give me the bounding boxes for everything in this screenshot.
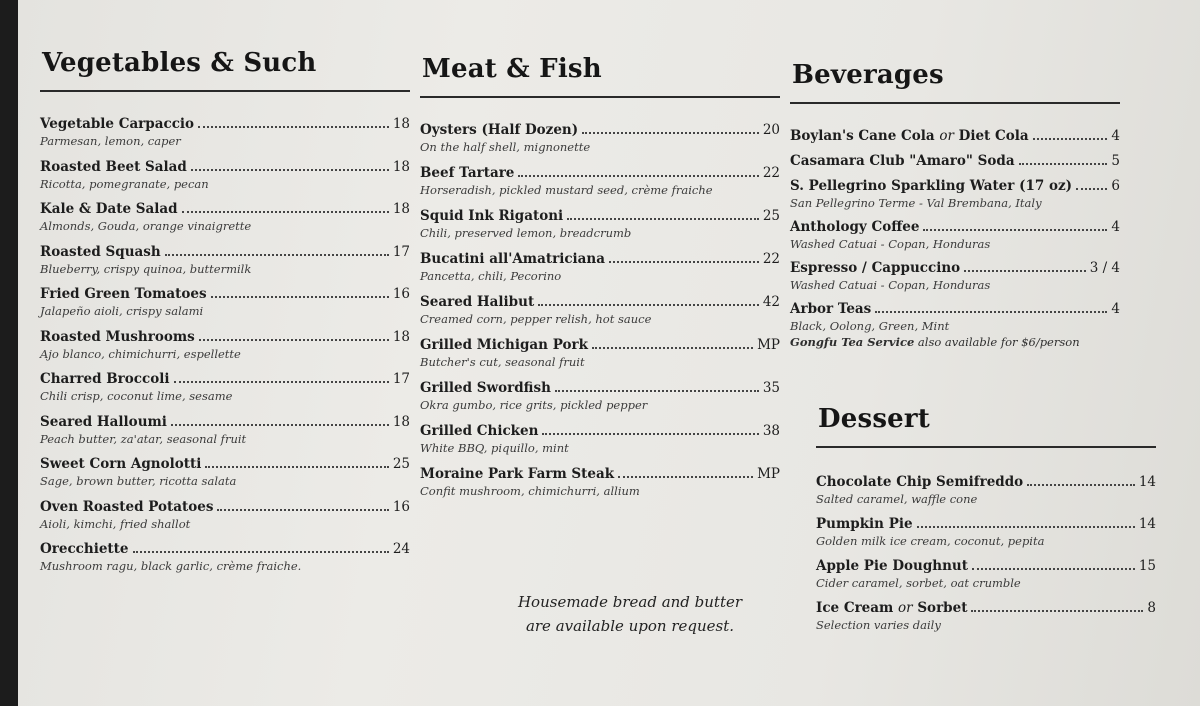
dot-leader [182, 211, 389, 213]
menu-item-description: Jalapeño aioli, crispy salami [40, 304, 204, 318]
menu-item [40, 499, 410, 531]
menu-item-price: 14 [1138, 516, 1156, 532]
menu-item-description: Creamed corn, pepper relish, hot sauce [420, 312, 652, 326]
dot-leader [971, 610, 1143, 612]
dot-leader [964, 270, 1086, 272]
menu-item-description: Pancetta, chili, Pecorino [420, 269, 562, 283]
menu-item-description: Butcher's cut, seasonal fruit [420, 355, 585, 369]
menu-item-name: Apple Pie Doughnut [816, 558, 968, 574]
menu-item [790, 301, 1120, 349]
dot-leader [165, 254, 389, 256]
menu-item-name [816, 600, 967, 616]
menu-item-description: Mushroom ragu, black garlic, crème fraiche. [40, 559, 302, 573]
menu-item [420, 165, 780, 197]
menu-item-row [420, 165, 780, 181]
dessert-list [816, 474, 1156, 632]
dot-leader [972, 568, 1135, 570]
menu-item-row [790, 301, 1120, 317]
menu-item [816, 474, 1156, 506]
menu-item-row [420, 380, 780, 396]
menu-item-name: Roasted Beet Salad [40, 158, 187, 175]
menu-item-name-or: or [939, 128, 954, 144]
menu-item-description: Peach butter, za'atar, seasonal fruit [40, 431, 247, 446]
dot-leader [1027, 484, 1135, 486]
menu-item [40, 414, 410, 446]
section-beverages [790, 60, 1120, 358]
menu-item-description: Horseradish, pickled mustard seed, crème fraiche [420, 183, 713, 197]
dot-leader [917, 526, 1135, 528]
menu-item [816, 558, 1156, 590]
menu-item-description: Confit mushroom, chimichurri, allium [420, 484, 640, 498]
menu-item-description: Salted caramel, waffle cone [816, 492, 978, 506]
section-title-beverages: Beverages [792, 60, 944, 90]
menu-item-price: 5 [1111, 153, 1120, 169]
menu-item-price: 4 [1111, 301, 1120, 317]
menu-item-price: 25 [762, 208, 780, 224]
menu-item-row [790, 128, 1120, 144]
section-divider [40, 90, 410, 92]
dot-leader [133, 551, 389, 553]
menu-item-description: Aioli, kimchi, fried shallot [40, 516, 191, 531]
dot-leader [198, 126, 389, 128]
menu-item-description: Golden milk ice cream, coconut, pepita [816, 534, 1045, 548]
menu-item-description: Sage, brown butter, ricotta salata [40, 474, 237, 488]
menu-item [790, 153, 1120, 169]
menu-item-price: 18 [392, 413, 410, 430]
section-dessert [816, 404, 1156, 642]
menu-item-note [790, 335, 1120, 349]
dot-leader [923, 229, 1107, 231]
menu-item-row [420, 423, 780, 439]
menu-item-row [40, 201, 410, 217]
menu-item-row [40, 329, 410, 345]
menu-item-price: 42 [762, 294, 780, 310]
menu-item [420, 380, 780, 412]
menu-item-note-rest: also available for $6/person [914, 335, 1080, 349]
dot-leader [171, 424, 389, 426]
menu-item-price: 18 [392, 328, 410, 345]
menu-item-price: 16 [392, 498, 410, 515]
menu-item-row [816, 474, 1156, 490]
bread-note [480, 590, 780, 638]
vegetables-list [40, 116, 410, 573]
dot-leader [618, 476, 753, 478]
menu-item-name: S. Pellegrino Sparkling Water (17 oz) [790, 178, 1073, 194]
menu-item-row [420, 122, 780, 138]
section-divider [420, 96, 780, 98]
menu-item-price: 25 [392, 456, 410, 472]
menu-item-row [790, 260, 1120, 276]
dot-leader [174, 381, 389, 383]
menu-item [816, 516, 1156, 548]
menu-item-price: 17 [392, 243, 410, 260]
menu-item-name: Kale & Date Salad [40, 201, 178, 217]
menu-item-note-bold: Gongfu Tea Service [790, 335, 915, 349]
dot-leader [582, 132, 759, 134]
menu-item-name: Espresso / Cappuccino [790, 260, 961, 276]
menu-item-description: Washed Catuai - Copan, Honduras [790, 278, 991, 292]
menu-item [40, 286, 410, 318]
menu-item-price: 4 [1111, 219, 1120, 235]
dot-leader [592, 347, 753, 349]
section-meat-fish [420, 54, 780, 509]
menu-item-name [790, 128, 1029, 144]
menu-item-row [420, 251, 780, 267]
menu-item-row [40, 286, 410, 302]
menu-item-name: Beef Tartare [420, 165, 515, 181]
menu-item-price: MP [757, 337, 780, 353]
menu-item-name: Grilled Michigan Pork [420, 337, 588, 353]
menu-item-row [40, 244, 410, 260]
menu-item-description: Selection varies daily [816, 618, 941, 632]
dot-leader [199, 339, 389, 341]
menu-item-description: Black, Oolong, Green, Mint [790, 319, 950, 333]
menu-item-price: 3 / 4 [1089, 260, 1120, 276]
menu-item [40, 541, 410, 573]
menu-item-description: Ricotta, pomegranate, pecan [40, 176, 209, 191]
menu-item-description: On the half shell, mignonette [420, 140, 591, 154]
dot-leader [538, 304, 759, 306]
menu-item-description: White BBQ, piquillo, mint [420, 441, 569, 455]
menu-item-price: 17 [392, 371, 410, 387]
menu-item-description: Blueberry, crispy quinoa, buttermilk [40, 261, 252, 276]
menu-item-price: 14 [1138, 474, 1156, 490]
menu-item-name: Sweet Corn Agnolotti [40, 456, 202, 472]
menu-item-row [790, 219, 1120, 235]
menu-item-name: Roasted Squash [40, 243, 161, 260]
menu-item-price: 4 [1111, 128, 1120, 144]
section-divider [816, 446, 1156, 448]
menu-item-name: Oven Roasted Potatoes [40, 498, 214, 515]
menu-item-name: Arbor Teas [790, 301, 872, 317]
menu-item [420, 337, 780, 369]
menu-item-description: Chili, preserved lemon, breadcrumb [420, 226, 632, 240]
menu-item [420, 294, 780, 326]
menu-item-price: 18 [392, 201, 410, 217]
beverages-list [790, 128, 1120, 349]
menu-item-price: 22 [762, 251, 780, 267]
menu-item-row [816, 558, 1156, 574]
menu-item-price: 38 [762, 423, 780, 439]
dot-leader [205, 466, 388, 468]
menu-item-row [790, 178, 1120, 194]
menu-item-row [420, 337, 780, 353]
menu-item [40, 456, 410, 488]
section-title-vegetables: Vegetables & Such [42, 48, 317, 78]
menu-item-price: 16 [392, 286, 410, 302]
menu-item-name: Vegetable Carpaccio [40, 116, 195, 132]
dot-leader [518, 175, 758, 177]
menu-item-name-part: Ice Cream [816, 600, 894, 616]
menu-item-name: Fried Green Tomatoes [40, 286, 207, 302]
menu-item-name: Squid Ink Rigatoni [420, 208, 564, 224]
menu-item-name-part: Diet Cola [958, 128, 1029, 144]
menu-item-price: 22 [762, 165, 780, 181]
menu-item [40, 159, 410, 191]
menu-item-name: Oysters (Half Dozen) [420, 122, 579, 138]
menu-item-name: Chocolate Chip Semifreddo [816, 474, 1024, 490]
menu-item-name: Seared Halloumi [40, 413, 167, 430]
section-vegetables [40, 48, 410, 584]
menu-item-name: Grilled Chicken [420, 423, 539, 439]
menu-item-description: Almonds, Gouda, orange vinaigrette [40, 219, 252, 233]
menu-item-price: 15 [1138, 558, 1156, 574]
menu-item-row [816, 600, 1156, 616]
menu-item-row [40, 541, 410, 557]
menu-item-price: 18 [392, 116, 410, 132]
menu-item-row [420, 466, 780, 482]
menu-item-description: Chili crisp, coconut lime, sesame [40, 389, 233, 403]
bread-note-line-2: are available upon request. [525, 617, 735, 635]
menu-item-price: 6 [1111, 178, 1120, 194]
menu-item [40, 201, 410, 233]
dot-leader [555, 390, 759, 392]
dot-leader [609, 261, 759, 263]
dot-leader [211, 296, 389, 298]
section-title-meat-fish: Meat & Fish [422, 54, 602, 84]
menu-item [420, 122, 780, 154]
menu-item-price: 24 [392, 541, 410, 557]
section-divider [790, 102, 1120, 104]
menu-item-row [40, 159, 410, 175]
menu-item [790, 260, 1120, 292]
section-title-dessert: Dessert [818, 404, 931, 434]
dot-leader [542, 433, 758, 435]
menu-item-row [40, 499, 410, 515]
menu-item-description: Parmesan, lemon, caper [40, 134, 181, 148]
menu-item-description: San Pellegrino Terme - Val Brembana, Italy [790, 196, 1042, 210]
dot-leader [567, 218, 759, 220]
menu-item-name: Casamara Club "Amaro" Soda [790, 153, 1015, 169]
menu-item-row [420, 294, 780, 310]
meat-fish-list [420, 122, 780, 498]
menu-item-description: Ajo blanco, chimichurri, espellette [40, 346, 241, 361]
menu-item [40, 116, 410, 148]
menu-item-name: Bucatini all'Amatriciana [420, 251, 605, 267]
menu-item-description: Washed Catuai - Copan, Honduras [790, 237, 991, 251]
menu-item-row [40, 116, 410, 132]
menu-item [816, 600, 1156, 632]
menu-item-name-or: or [898, 600, 913, 616]
menu-item-row [40, 414, 410, 430]
menu-item [790, 178, 1120, 210]
menu-item-price: 35 [762, 380, 780, 396]
dot-leader [1019, 163, 1108, 165]
menu-item-price: MP [757, 466, 780, 482]
menu-item [40, 244, 410, 276]
menu-item-price: 8 [1147, 600, 1156, 616]
menu-item-description: Okra gumbo, rice grits, pickled pepper [420, 398, 648, 412]
menu-item-name: Moraine Park Farm Steak [420, 466, 615, 482]
menu-item-name: Charred Broccoli [40, 371, 170, 387]
bread-note-line-1: Housemade bread and butter [517, 593, 743, 611]
menu-item-name: Seared Halibut [420, 294, 535, 310]
menu-item [790, 219, 1120, 251]
menu-item [420, 251, 780, 283]
menu-item [420, 423, 780, 455]
menu-item-name: Grilled Swordfish [420, 380, 551, 396]
menu-item-row [420, 208, 780, 224]
dot-leader [1033, 138, 1108, 140]
menu-item-row [816, 516, 1156, 532]
menu-item-name-part: Sorbet [917, 600, 968, 616]
menu-item [40, 371, 410, 403]
menu-item-description: Cider caramel, sorbet, oat crumble [816, 576, 1021, 590]
dot-leader [1076, 188, 1107, 190]
menu-item-price: 20 [762, 122, 780, 138]
menu-item [420, 466, 780, 498]
menu-item-name: Orecchiette [40, 541, 129, 557]
menu-item [420, 208, 780, 240]
menu-item-row [40, 456, 410, 472]
menu-item-name: Pumpkin Pie [816, 516, 913, 532]
dot-leader [217, 509, 388, 511]
menu-item [40, 329, 410, 361]
menu-item [790, 128, 1120, 144]
menu-item-name: Anthology Coffee [790, 219, 920, 235]
menu-item-price: 18 [392, 158, 410, 175]
dot-leader [875, 311, 1107, 313]
menu-item-name: Roasted Mushrooms [40, 328, 195, 345]
dot-leader [191, 169, 389, 171]
menu-item-row [790, 153, 1120, 169]
menu-item-name-part: Boylan's Cane Cola [790, 128, 935, 144]
menu-item-row [40, 371, 410, 387]
